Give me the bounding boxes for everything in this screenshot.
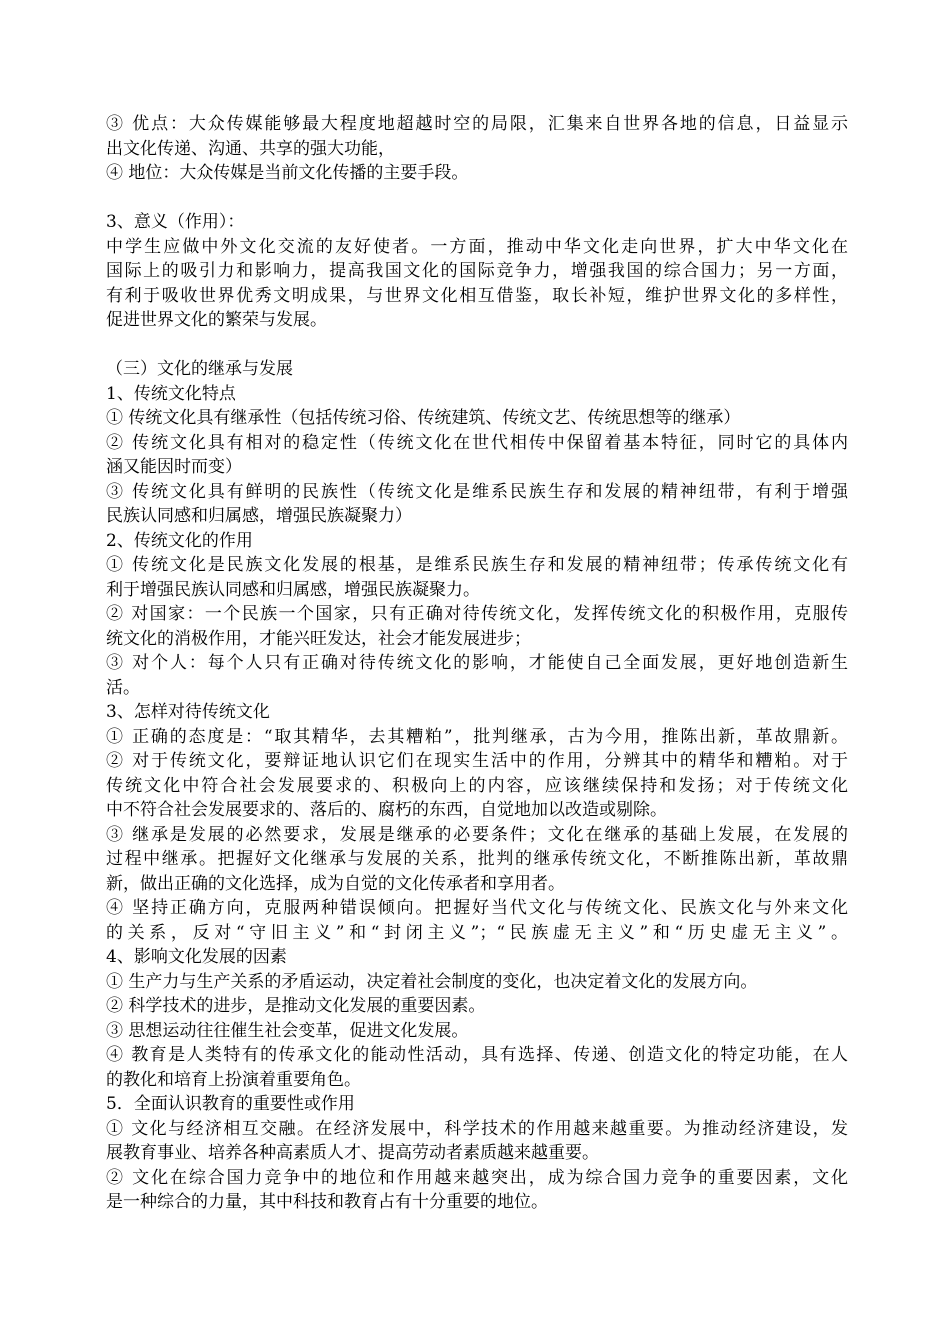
text-line: 3、怎样对待传统文化 [106, 702, 270, 722]
text-line: 的教化和培育上扮演着重要角色。 [106, 1069, 361, 1090]
text-line: 1、传统文化特点 [106, 383, 236, 404]
text-line: 国际上的吸引力和影响力，提高我国文化的国际竞争力，增强我国的综合国力；另一方面， [106, 261, 848, 281]
text-line: 出文化传递、沟通、共享的强大功能， [106, 138, 395, 159]
text-line: ② 科学技术的进步，是推动文化发展的重要因素。 [106, 996, 486, 1016]
text-line: ③ 传统文化具有鲜明的民族性（传统文化是维系民族生存和发展的精神纽带，有利于增强 [106, 481, 848, 502]
blank-line [106, 186, 848, 211]
text-line: 利于增强民族认同感和归属感，增强民族凝聚力。 [106, 579, 480, 600]
text-line: ② 传统文化具有相对的稳定性（传统文化在世代相传中保留着基本特征，同时它的具体内 [106, 432, 848, 453]
text-line: 2、传统文化的作用 [106, 530, 253, 551]
text-line: ② 对国家：一个民族一个国家，只有正确对待传统文化，发挥传统文化的积极作用，克服传 [106, 604, 848, 624]
text-line: 新，做出正确的文化选择，成为自觉的文化传承者和享用者。 [106, 873, 565, 894]
text-line: ④ 坚持正确方向，克服两种错误倾向。把握好当代文化与传统文化、民族文化与外来文化 [106, 898, 848, 918]
blank-line [106, 333, 848, 358]
text-line: 3、意义（作用）： [106, 212, 245, 232]
text-line: ② 对于传统文化，要辩证地认识它们在现实生活中的作用，分辨其中的精华和糟粕。对于 [106, 751, 848, 771]
document-body [106, 112, 848, 1215]
text-line: 传统文化中符合社会发展要求的、积极向上的内容，应该继续保持和发扬；对于传统文化 [106, 775, 848, 796]
text-line: 民族认同感和归属感，增强民族凝聚力） [106, 506, 412, 526]
text-line: 涵又能因时而变） [106, 457, 242, 477]
text-line: ① 传统文化具有继承性（包括传统习俗、传统建筑、传统文艺、传统思想等的继承） [106, 408, 741, 428]
text-line: ② 文化在综合国力竞争中的地位和作用越来越突出，成为综合国力竞争的重要因素，文化 [106, 1167, 848, 1188]
text-line: 5．全面认识教育的重要性或作用 [106, 1094, 355, 1114]
text-line: 过程中继承。把握好文化继承与发展的关系，批判的继承传统文化，不断推陈出新，革故鼎 [106, 849, 848, 869]
text-line: ① 传统文化是民族文化发展的根基，是维系民族生存和发展的精神纽带；传承传统文化有 [106, 555, 848, 575]
text-line: 统文化的消极作用，才能兴旺发达，社会才能发展进步； [106, 628, 531, 649]
text-line: （三）文化的继承与发展 [106, 359, 293, 379]
text-line: 中学生应做中外文化交流的友好使者。一方面，推动中华文化走向世界，扩大中华文化在 [106, 236, 848, 257]
text-line: 展教育事业、培养各种高素质人才、提高劳动者素质越来越重要。 [106, 1143, 599, 1163]
text-line: 活。 [106, 677, 140, 698]
text-line: 是一种综合的力量，其中科技和教育占有十分重要的地位。 [106, 1192, 548, 1212]
text-line: ③ 继承是发展的必然要求，发展是继承的必要条件；文化在继承的基础上发展，在发展的 [106, 824, 848, 845]
text-line: ③ 对个人：每个人只有正确对待传统文化的影响，才能使自己全面发展，更好地创造新生 [106, 653, 848, 673]
text-line: ③ 优点：大众传媒能够最大程度地超越时空的局限，汇集来自世界各地的信息，日益显示 [106, 114, 848, 134]
text-line: ④ 地位：大众传媒是当前文化传播的主要手段。 [106, 163, 469, 183]
text-line: ③ 思想运动往往催生社会变革，促进文化发展。 [106, 1020, 469, 1041]
text-line: 中不符合社会发展要求的、落后的、腐朽的东西，自觉地加以改造或剔除。 [106, 800, 667, 820]
text-line: 4、影响文化发展的因素 [106, 947, 287, 967]
text-line: ① 正确的态度是：“取其精华，去其糟粕”，批判继承，古为今用，推陈出新，革故鼎新。 [106, 726, 848, 747]
text-line: 有利于吸收世界优秀文明成果，与世界文化相互借鉴，取长补短，维护世界文化的多样性， [106, 285, 848, 306]
text-line: ① 文化与经济相互交融。在经济发展中，科学技术的作用越来越重要。为推动经济建设，发 [106, 1118, 848, 1139]
text-line: 促进世界文化的繁荣与发展。 [106, 310, 327, 330]
text-line: 的关系，反对“守旧主义”和“封闭主义”；“民族虚无主义”和“历史虚无主义”。 [106, 922, 848, 943]
text-line: ① 生产力与生产关系的矛盾运动，决定着社会制度的变化，也决定着文化的发展方向。 [106, 971, 758, 992]
text-line: ④ 教育是人类特有的传承文化的能动性活动，具有选择、传递、创造文化的特定功能，在人 [106, 1045, 848, 1065]
